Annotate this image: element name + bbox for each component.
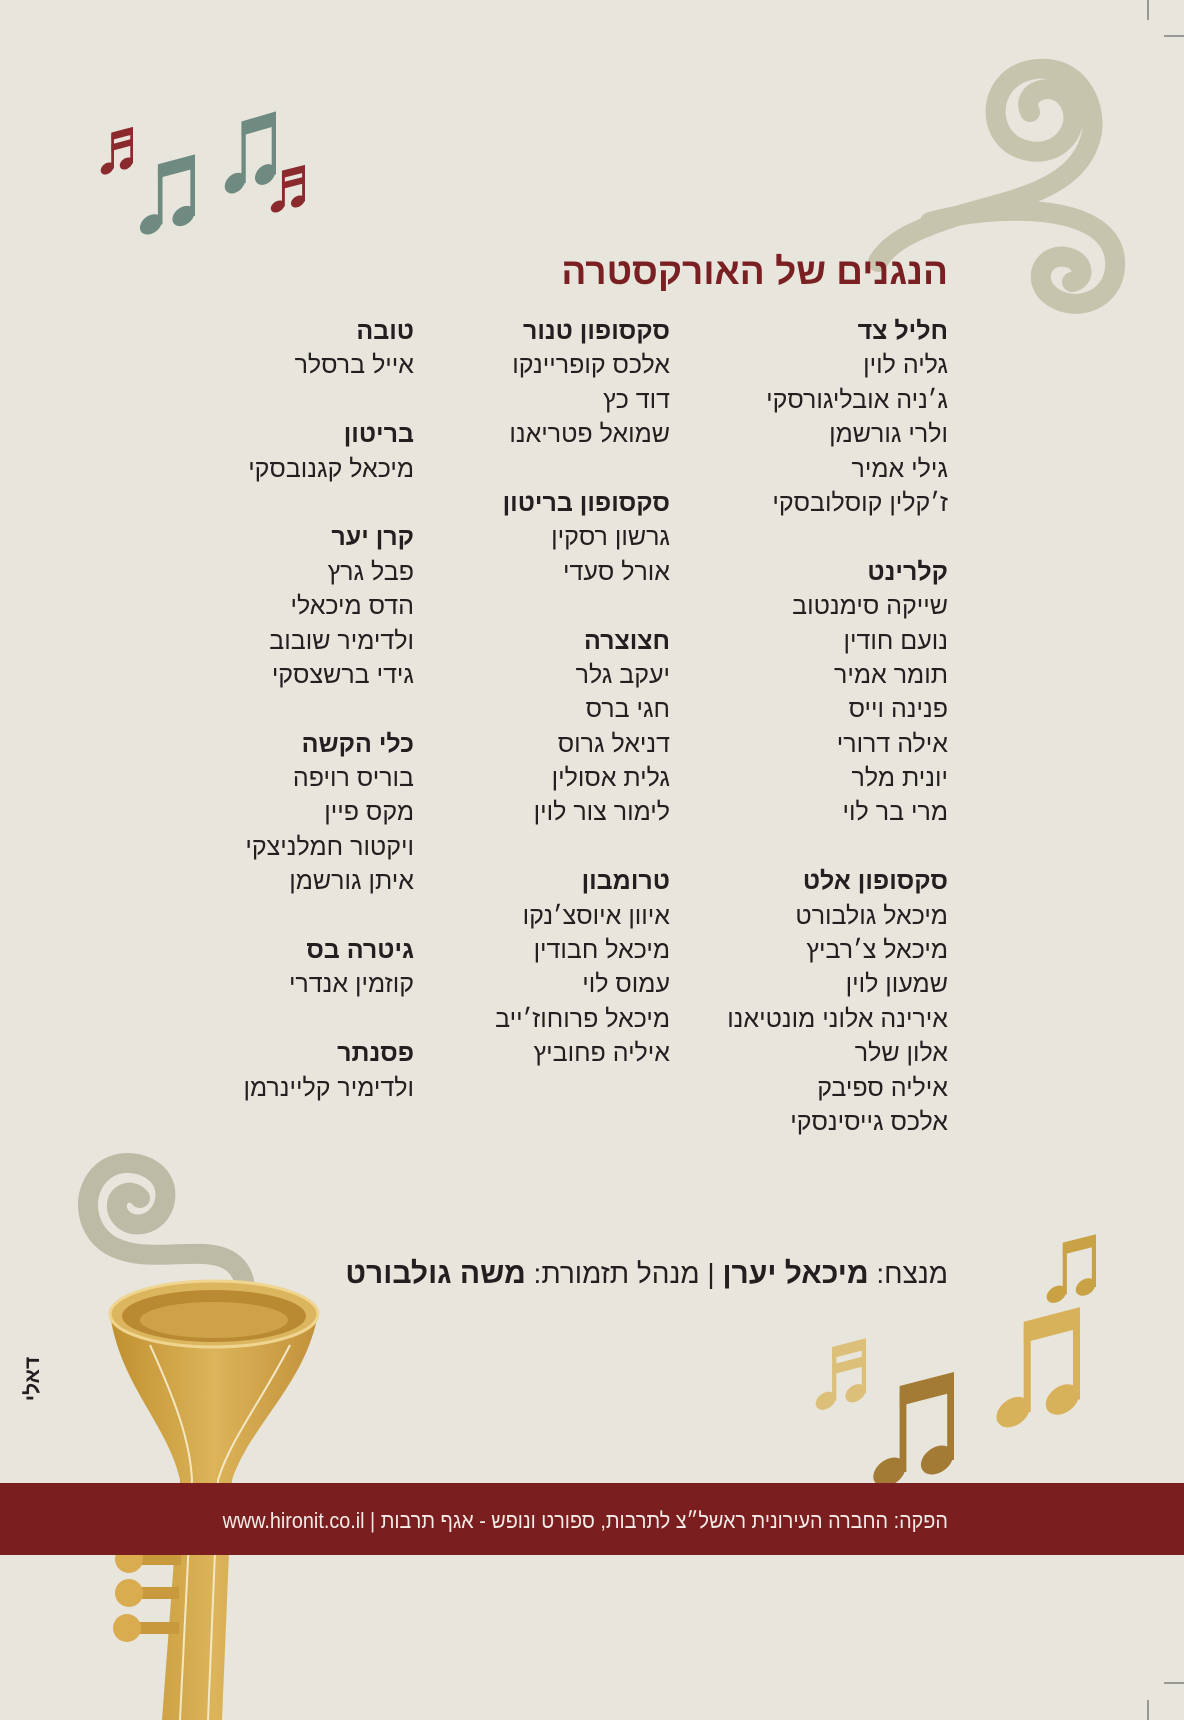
music-note-icon — [99, 127, 134, 177]
instrument-heading: קרן יער — [331, 523, 414, 552]
musician-name: גידי ברשצסקי — [271, 660, 414, 689]
instrument-heading: טרומבון — [581, 867, 670, 896]
credits-line — [345, 1256, 948, 1292]
musician-name: הדס מיכאלי — [290, 592, 414, 621]
musician-name: לימור צור לוין — [533, 798, 670, 827]
music-note-icon — [1044, 1234, 1098, 1306]
musician-name: מיכאל חבודין — [533, 936, 670, 965]
manager-name: משה גולבורט — [345, 1257, 526, 1290]
musician-name: תומר אמיר — [834, 660, 948, 689]
website-url: www.hironit.co.il — [222, 1508, 365, 1533]
footer-text — [223, 1483, 948, 1555]
instrument-section — [114, 1036, 414, 1105]
instrument-heading: פסנתר — [337, 1039, 414, 1068]
musician-name: שמעון לוין — [845, 970, 948, 999]
musician-name: חגי ברס — [585, 695, 670, 724]
musician-name: מקס פיין — [324, 798, 414, 827]
musician-name: מיכאל פרוחוז׳ייב — [495, 1004, 670, 1033]
musician-name: קוזמין אנדרי — [288, 970, 414, 999]
musician-name: ולרי גורשמן — [829, 420, 948, 449]
instrument-section — [648, 314, 948, 520]
instrument-heading: חצוצרה — [583, 626, 670, 655]
musician-name: גילי אמיר — [851, 454, 948, 483]
musician-name: מיכאל גולבורט — [795, 901, 948, 930]
musician-name: אלכס קופריינקו — [512, 351, 670, 380]
designer-credit: דאלי — [21, 1356, 44, 1402]
credits-separator: | — [707, 1258, 715, 1289]
musician-name: דוד כץ — [603, 385, 670, 414]
music-note-icon — [813, 1338, 868, 1413]
instrument-heading: סקסופון אלט — [802, 867, 948, 896]
musician-name: גרשון רסקין — [551, 523, 670, 552]
musician-name: פנינה וייס — [848, 695, 948, 724]
musician-name: אירינה אלוני מונטיאנו — [727, 1004, 948, 1033]
musician-name: ולדימיר שובוב — [269, 626, 414, 655]
musician-name: יעקב גלר — [575, 660, 670, 689]
instrument-section — [114, 933, 414, 1002]
instrument-heading: חליל צד — [857, 317, 948, 345]
musicians-column-middle — [370, 314, 670, 1105]
instrument-section — [648, 555, 948, 830]
instrument-section — [370, 624, 670, 830]
footer-separator: | — [370, 1508, 376, 1533]
instrument-heading: גיטרה בס — [306, 936, 414, 965]
musician-name: נועם חודין — [843, 626, 948, 655]
musician-name: מיכאל קגנובסקי — [248, 454, 414, 483]
musician-name: מיכאל צ׳רביץ — [806, 936, 948, 965]
instrument-section — [114, 520, 414, 692]
instrument-section — [114, 417, 414, 486]
music-note-icon — [222, 111, 278, 197]
conductor-name: מיכאל יערן — [722, 1257, 869, 1290]
musician-name: שמואל פטריאנו — [509, 420, 670, 449]
instrument-heading: בריטון — [343, 420, 414, 449]
musician-name: שייקה סימנטוב — [792, 592, 948, 621]
valve-buttons — [113, 1545, 181, 1642]
music-note-icon — [869, 1372, 957, 1492]
instrument-section — [370, 314, 670, 452]
instrument-heading: קלרינט — [867, 557, 948, 586]
instrument-section — [370, 486, 670, 589]
musician-name: איליה פחוביץ — [533, 1039, 670, 1068]
musician-name: דניאל גרוס — [557, 729, 670, 758]
instrument-heading: סקסופון בריטון — [502, 488, 670, 517]
music-note-icon — [137, 154, 197, 238]
musician-name: ויקטור חמלניצקי — [245, 832, 414, 861]
instrument-section — [648, 864, 948, 1139]
musician-name: אלכס גייסינסקי — [790, 1107, 948, 1136]
musician-name: אייל ברסלר — [294, 351, 414, 380]
conductor-label: מנצח: — [876, 1258, 948, 1289]
musician-name: יונית מלר — [851, 764, 948, 793]
musician-name: אילה דרורי — [836, 729, 948, 758]
instrument-section — [370, 864, 670, 1070]
musician-name: עמוס לוי — [582, 970, 670, 999]
musician-name: אלון שלר — [854, 1039, 948, 1068]
musician-name: גלית אסולין — [551, 764, 670, 793]
instrument-section — [114, 727, 414, 899]
musician-name: מרי בר לוי — [842, 798, 948, 827]
musician-name: ולדימיר קליינרמן — [243, 1073, 414, 1102]
musician-name: איוון איוסצ׳נקו — [522, 901, 670, 930]
musicians-column-left — [114, 314, 414, 1139]
instrument-heading: כלי הקשה — [301, 729, 414, 758]
footer-band — [0, 1483, 1184, 1555]
musician-name: איתן גורשמן — [289, 867, 414, 896]
page-title: הנגנים של האורקסטרה — [561, 251, 948, 292]
musician-name: בוריס רויפה — [292, 764, 414, 793]
musician-name: גליה לוין — [863, 351, 948, 380]
musicians-column-right — [648, 314, 948, 1174]
music-note-icon — [992, 1307, 1083, 1433]
musician-name: איליה ספיבק — [817, 1073, 948, 1102]
musician-name: ז׳קלין קוסלובסקי — [772, 488, 948, 517]
musician-name: פבל גרץ — [327, 557, 414, 586]
instrument-section — [114, 314, 414, 383]
instrument-heading: סקסופון טנור — [522, 317, 670, 345]
musician-name: ג׳ניה אובליגורסקי — [766, 385, 948, 414]
music-notes-top-left — [99, 111, 306, 238]
instrument-heading: טובה — [356, 317, 414, 345]
manager-label: מנהל תזמורת: — [533, 1258, 700, 1289]
production-credit: הפקה: החברה העירונית ראשל״צ לתרבות, ספורט ונופש - אגף תרבות — [380, 1508, 949, 1533]
musician-name: אורל סעדי — [562, 557, 670, 586]
